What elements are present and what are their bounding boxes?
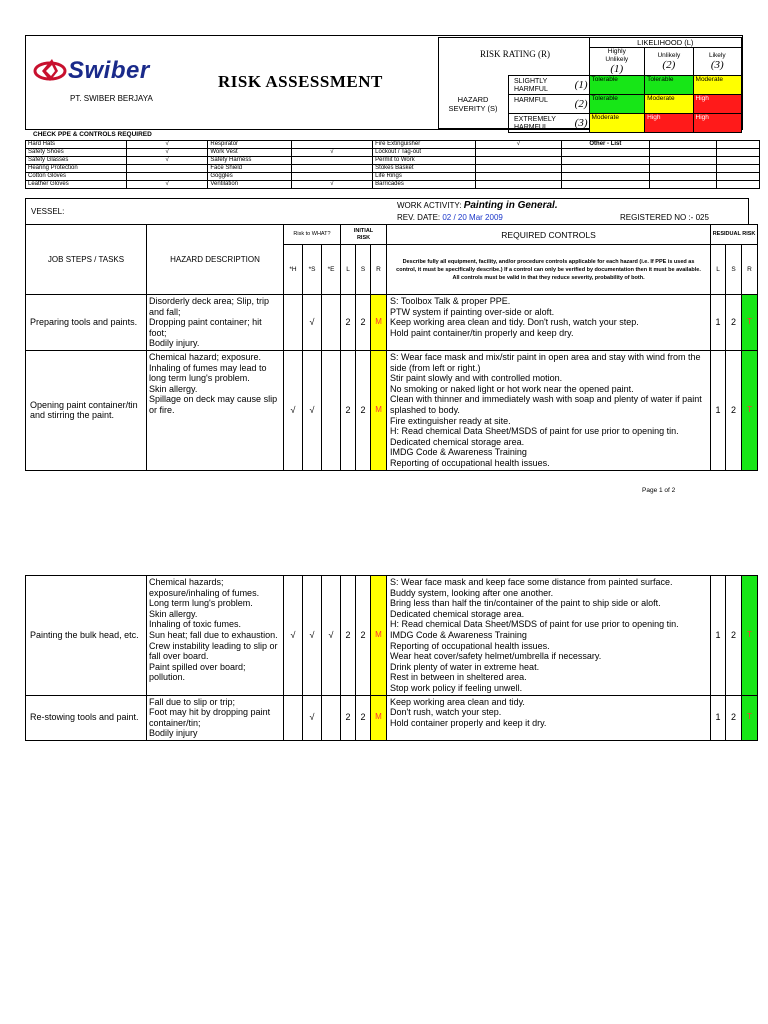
risk-to-h xyxy=(284,295,303,351)
ppe-item-a: Hearing Protection xyxy=(26,165,127,173)
ppe-item-c: Stokes Basket xyxy=(373,165,476,173)
hazard-line: Bodily injury. xyxy=(149,338,200,349)
control-line: S: Toolbox Talk & proper PPE. xyxy=(390,296,511,306)
ppe-item-a: Safety Glasses xyxy=(26,157,127,165)
hazard-description xyxy=(147,576,284,696)
control-line: IMDG Code & Awareness Training xyxy=(390,629,527,640)
likelihood-3: Likely (3) xyxy=(693,48,741,76)
ppe-item-c: Life Rings xyxy=(373,173,476,181)
control-line: Don't rush, watch your step. xyxy=(390,707,502,718)
required-controls xyxy=(387,576,711,696)
ppe-blank xyxy=(649,165,716,173)
swiber-logo-icon xyxy=(32,55,72,85)
matrix-cell-3-1: Moderate xyxy=(589,114,645,133)
residual-s: 2 xyxy=(726,576,742,696)
ppe-check-b: √ xyxy=(291,181,373,189)
ppe-item-b: Safety Harness xyxy=(208,157,291,165)
ppe-item-a: Hard Hats xyxy=(26,141,127,149)
ppe-blank xyxy=(716,165,759,173)
risk-to-h: √ xyxy=(284,576,303,696)
risk-to-e xyxy=(322,695,341,740)
ppe-check-c xyxy=(475,165,561,173)
ppe-blank xyxy=(716,141,759,149)
residual-s: 2 xyxy=(726,295,742,351)
control-line: S: Wear face mask and mix/stir paint in open area and stay with wind from the side (from left or right.) xyxy=(390,351,701,373)
risk-row xyxy=(26,295,758,351)
control-line: Dedicated chemical storage area. xyxy=(390,608,525,619)
ppe-item-c: Permit to Work xyxy=(373,157,476,165)
job-step: Re-stowing tools and paint. xyxy=(26,695,147,740)
hazard-line: Long term lung's problem. xyxy=(149,598,253,609)
control-line: No smoking or naked light or hot work near the opened paint. xyxy=(390,383,634,394)
risk-to-h: √ xyxy=(284,350,303,470)
header-r: R xyxy=(371,245,387,295)
hazard-line: Paint spilled over board; pollution. xyxy=(149,661,246,683)
header-sev: S xyxy=(356,245,371,295)
initial-l: 2 xyxy=(341,295,356,351)
work-activity: WORK ACTIVITY: Painting in General. xyxy=(397,200,558,211)
ppe-other xyxy=(562,165,650,173)
ppe-row xyxy=(26,173,760,181)
residual-l: 1 xyxy=(711,350,726,470)
header-res-s: S xyxy=(726,245,742,295)
ppe-row xyxy=(26,141,760,149)
hazard-description xyxy=(147,695,284,740)
ppe-blank xyxy=(649,181,716,189)
residual-l: 1 xyxy=(711,295,726,351)
control-line: Wear heat cover/safety helmet/umbrella if necessary. xyxy=(390,651,602,662)
page-number: Page 1 of 2 xyxy=(642,487,676,494)
ppe-blank xyxy=(649,149,716,157)
hazard-description xyxy=(147,350,284,470)
ppe-check-a xyxy=(126,165,208,173)
hazard-line: Inhaling of toxic fumes. xyxy=(149,619,242,630)
residual-s: 2 xyxy=(726,695,742,740)
header-e: *E xyxy=(322,245,341,295)
ppe-check-a xyxy=(126,173,208,181)
likelihood-2: Unlikely (2) xyxy=(645,48,693,76)
control-line: Reporting of occupational health issues. xyxy=(390,640,550,651)
header-h: *H xyxy=(284,245,303,295)
ppe-check-c xyxy=(475,173,561,181)
ppe-blank xyxy=(716,157,759,165)
matrix-cell-2-2: Moderate xyxy=(645,95,693,114)
ppe-blank xyxy=(649,173,716,181)
initial-s: 2 xyxy=(356,576,371,696)
company-logo xyxy=(30,55,180,87)
ppe-item-b: Face Shield xyxy=(208,165,291,173)
hazard-line: Foot may hit by dropping paint container/tin; xyxy=(149,707,271,728)
header-l: L xyxy=(341,245,356,295)
control-line: IMDG Code & Awareness Training xyxy=(390,447,527,458)
header-required-note: Describe fully all equipment, facility, and/or procedure controls applicable for each hazard (i.e. If PPE is used as control, it must be specifically describe.) If a control can only be verified by documentation then it must be available. All controls must be valid in that they reduce severity, probability of both. xyxy=(387,245,711,295)
severity-row-2: HARMFUL (2) xyxy=(509,95,590,114)
logo-text: Swiber xyxy=(68,57,150,84)
control-line: Hold paint container/tin properly and keep dry. xyxy=(390,327,574,338)
header-s: *S xyxy=(303,245,322,295)
registered-no: REGISTERED NO :- 025 xyxy=(620,213,709,222)
residual-s: 2 xyxy=(726,350,742,470)
control-line: Stop work policy if feeling unwell. xyxy=(390,682,523,693)
residual-r: T xyxy=(742,350,758,470)
initial-r: M xyxy=(371,576,387,696)
ppe-check-a: √ xyxy=(126,149,208,157)
hazard-severity-label: HAZARD SEVERITY (S) xyxy=(448,95,498,113)
hazard-line: Skin allergy. xyxy=(149,608,198,619)
risk-table-page-1 xyxy=(25,224,758,471)
ppe-check-b xyxy=(291,165,373,173)
header-job-steps: JOB STEPS / TASKS xyxy=(26,225,147,295)
risk-row xyxy=(26,576,758,696)
control-line: Keep working area clean and tidy. Don't rush, watch your step. xyxy=(390,317,639,328)
header-res-r: R xyxy=(742,245,758,295)
risk-to-e xyxy=(322,295,341,351)
hazard-line: Bodily injury xyxy=(149,728,198,739)
header-res-l: L xyxy=(711,245,726,295)
ppe-item-b: Ventilation xyxy=(208,181,291,189)
initial-l: 2 xyxy=(341,350,356,470)
control-line: Fire extinguisher ready at site. xyxy=(390,415,511,426)
hazard-line: Sun heat; fall due to exhaustion. xyxy=(149,629,278,640)
ppe-header: CHECK PPE & CONTROLS REQUIRED xyxy=(33,131,152,138)
ppe-item-c: Lockout / Tag-out xyxy=(373,149,476,157)
initial-s: 2 xyxy=(356,295,371,351)
residual-l: 1 xyxy=(711,695,726,740)
risk-row xyxy=(26,350,758,470)
control-line: H: Read chemical Data Sheet/MSDS of paint for use prior to opening tin. xyxy=(390,619,679,630)
ppe-blank xyxy=(716,149,759,157)
control-line: Keep working area clean and tidy. xyxy=(390,696,525,707)
control-line: PTW system if painting over-side or aloft. xyxy=(390,306,555,317)
residual-l: 1 xyxy=(711,576,726,696)
residual-r: T xyxy=(742,576,758,696)
ppe-check-a: √ xyxy=(126,157,208,165)
control-line: Buddy system, looking after one another. xyxy=(390,587,554,598)
header-initial-risk: INITIAL RISK xyxy=(341,225,387,245)
matrix-cell-1-3: Moderate xyxy=(693,76,741,95)
company-name: PT. SWIBER BERJAYA xyxy=(70,94,153,103)
severity-row-1: SLIGHTLY HARMFUL (1) xyxy=(509,76,590,95)
ppe-item-b: Goggles xyxy=(208,173,291,181)
ppe-check-c: √ xyxy=(475,141,561,149)
risk-to-s: √ xyxy=(303,295,322,351)
risk-to-e xyxy=(322,350,341,470)
ppe-blank xyxy=(716,181,759,189)
ppe-item-a: Cotton Gloves xyxy=(26,173,127,181)
initial-r: M xyxy=(371,350,387,470)
ppe-blank xyxy=(649,141,716,149)
hazard-description xyxy=(147,295,284,351)
job-step: Painting the bulk head, etc. xyxy=(26,576,147,696)
hazard-line: Chemical hazards; exposure/inhaling of fumes. xyxy=(149,577,260,598)
risk-to-s: √ xyxy=(303,576,322,696)
job-step: Preparing tools and paints. xyxy=(26,295,147,351)
residual-r: T xyxy=(742,695,758,740)
required-controls xyxy=(387,695,711,740)
ppe-row xyxy=(26,149,760,157)
matrix-cell-1-2: Tolerable xyxy=(645,76,693,95)
initial-s: 2 xyxy=(356,695,371,740)
matrix-cell-3-3: High xyxy=(693,114,741,133)
rev-date: REV. DATE: 02 / 20 Mar 2009 xyxy=(397,213,503,222)
matrix-cell-1-1: Tolerable xyxy=(589,76,645,95)
hazard-line: Spillage on deck may cause slip or fire. xyxy=(149,394,278,415)
likelihood-1: Highly Unlikely (1) xyxy=(589,48,645,76)
matrix-cell-2-1: Tolerable xyxy=(589,95,645,114)
ppe-other xyxy=(562,149,650,157)
ppe-check-b: √ xyxy=(291,149,373,157)
ppe-check-b xyxy=(291,141,373,149)
header-risk-to: Risk to WHAT? xyxy=(284,225,341,245)
ppe-other xyxy=(562,181,650,189)
hazard-line: Disorderly deck area; Slip, trip and fall; xyxy=(149,296,270,317)
header-required-controls: REQUIRED CONTROLS xyxy=(387,225,711,245)
likelihood-label: LIKELIHOOD (L) xyxy=(589,38,742,48)
ppe-other xyxy=(562,157,650,165)
page-title: RISK ASSESSMENT xyxy=(218,72,383,91)
ppe-item-c: Fire Extinguisher xyxy=(373,141,476,149)
hazard-line: Dropping paint container; hit foot; xyxy=(149,317,262,338)
risk-to-e: √ xyxy=(322,576,341,696)
ppe-check-c xyxy=(475,181,561,189)
initial-l: 2 xyxy=(341,695,356,740)
initial-r: M xyxy=(371,695,387,740)
control-line: Stir paint slowly and with controlled motion. xyxy=(390,373,563,384)
control-line: Clean with thinner and immediately wash with soap and plenty of water if paint splashed to body. xyxy=(390,394,702,415)
ppe-other: Other - List xyxy=(562,141,650,149)
initial-l: 2 xyxy=(341,576,356,696)
hazard-line: Inhaling of fumes may lead to long term lung's problem. xyxy=(149,362,267,384)
control-line: Bring less than half the tin/container of the paint to ship side or aloft. xyxy=(390,598,661,609)
ppe-row xyxy=(26,157,760,165)
ppe-table xyxy=(25,140,760,189)
ppe-blank xyxy=(716,173,759,181)
job-step: Opening paint container/tin and stirring the paint. xyxy=(26,350,147,470)
ppe-check-b xyxy=(291,157,373,165)
severity-row-3: EXTREMELY HARMFUL (3) xyxy=(509,114,590,133)
risk-row xyxy=(26,695,758,740)
control-line: Drink plenty of water in extreme heat. xyxy=(390,661,540,672)
initial-s: 2 xyxy=(356,350,371,470)
ppe-other xyxy=(562,173,650,181)
initial-r: M xyxy=(371,295,387,351)
ppe-row xyxy=(26,165,760,173)
required-controls xyxy=(387,350,711,470)
ppe-item-b: Respirator xyxy=(208,141,291,149)
hazard-line: Fall due to slip or trip; xyxy=(149,696,236,707)
ppe-row xyxy=(26,181,760,189)
ppe-check-a: √ xyxy=(126,181,208,189)
header-residual-risk: RESIDUAL RISK xyxy=(711,225,758,245)
ppe-check-a: √ xyxy=(126,141,208,149)
risk-to-s: √ xyxy=(303,695,322,740)
control-line: Rest in between in sheltered area. xyxy=(390,672,527,683)
control-line: Reporting of occupational health issues. xyxy=(390,457,550,468)
control-line: Dedicated chemical storage area. xyxy=(390,436,525,447)
ppe-check-c xyxy=(475,157,561,165)
ppe-item-c: Barricades xyxy=(373,181,476,189)
hazard-line: Chemical hazard; exposure. xyxy=(149,351,262,362)
ppe-item-a: Leather Gloves xyxy=(26,181,127,189)
risk-rating-label: RISK RATING (R) xyxy=(479,49,550,59)
ppe-item-b: Work Vest xyxy=(208,149,291,157)
control-line: H: Read chemical Data Sheet/MSDS of paint for use prior to opening tin. xyxy=(390,426,679,437)
required-controls xyxy=(387,295,711,351)
ppe-check-b xyxy=(291,173,373,181)
vessel-label: VESSEL: xyxy=(31,207,65,216)
control-line: S: Wear face mask and keep face some distance from painted surface. xyxy=(390,577,673,587)
ppe-blank xyxy=(649,157,716,165)
control-line: Hold container properly and keep it dry. xyxy=(390,717,547,728)
risk-table-page-2 xyxy=(25,575,758,741)
ppe-item-a: Safety Shoes xyxy=(26,149,127,157)
risk-to-h xyxy=(284,695,303,740)
matrix-cell-3-2: High xyxy=(645,114,693,133)
risk-matrix xyxy=(508,37,742,133)
ppe-check-c xyxy=(475,149,561,157)
matrix-cell-2-3: High xyxy=(693,95,741,114)
residual-r: T xyxy=(742,295,758,351)
hazard-line: Skin allergy. xyxy=(149,383,198,394)
hazard-line: Crew instability leading to slip or fall over board. xyxy=(149,640,278,662)
risk-to-s: √ xyxy=(303,350,322,470)
header-hazard: HAZARD DESCRIPTION xyxy=(147,225,284,295)
